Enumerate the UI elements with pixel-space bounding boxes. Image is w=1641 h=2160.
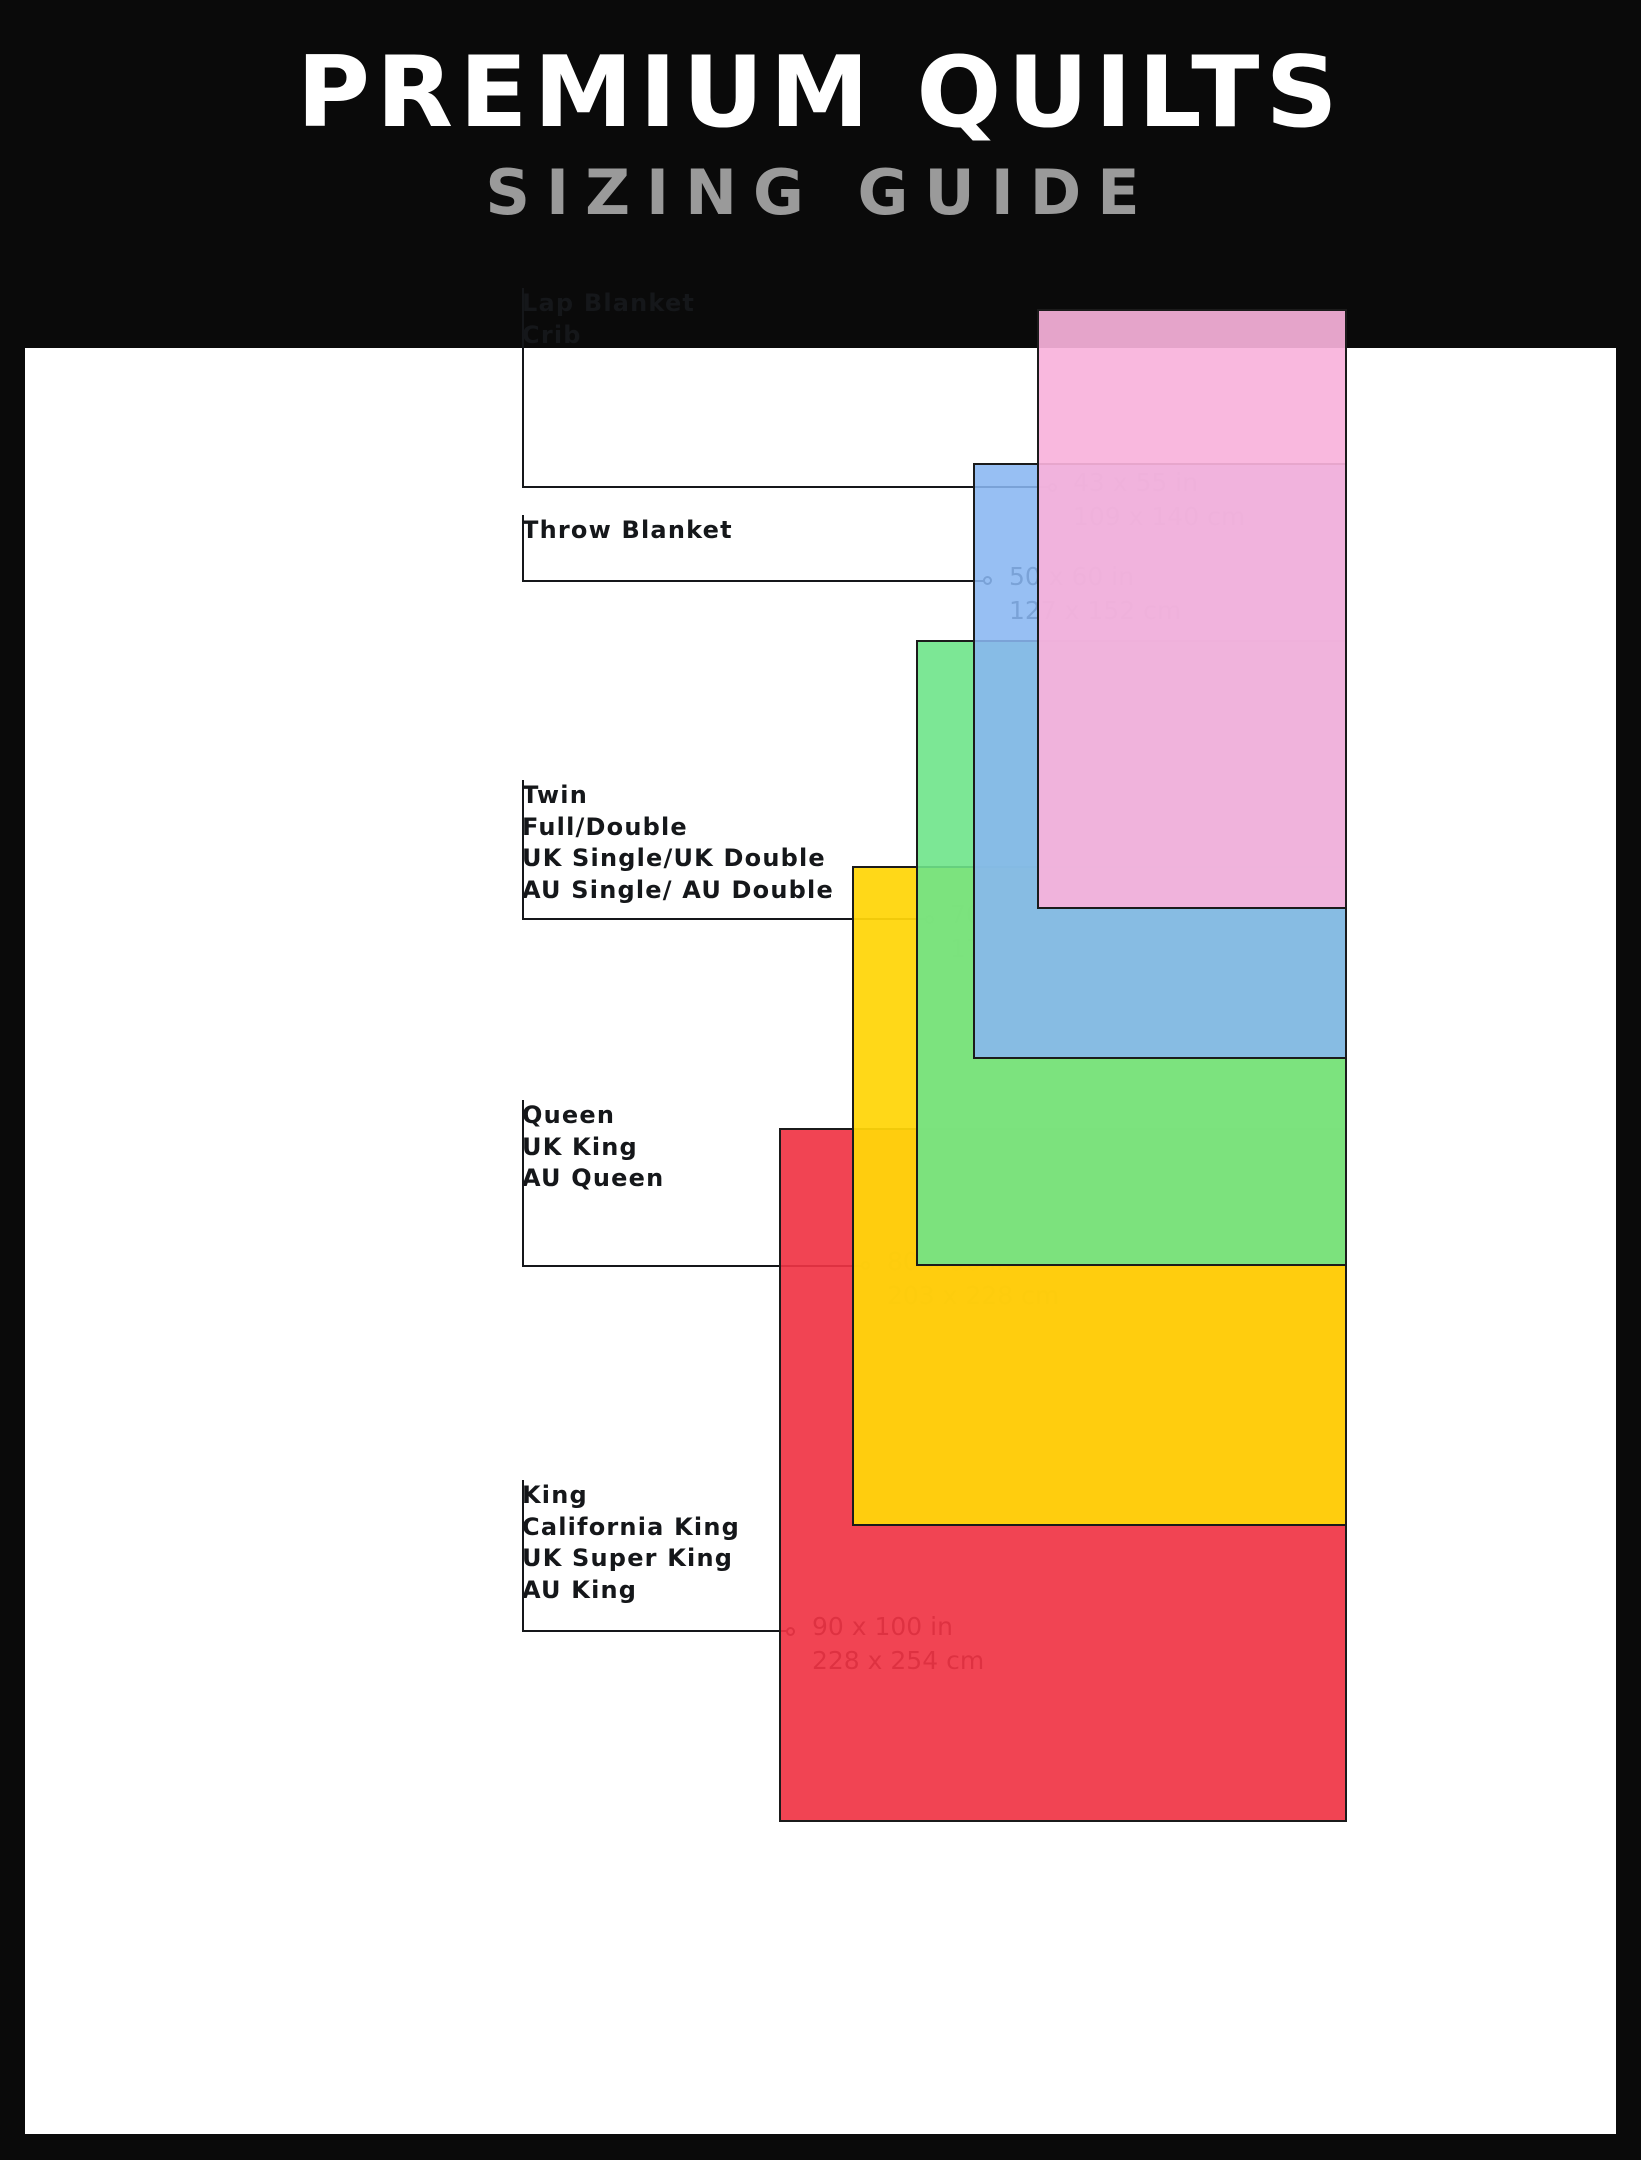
size-comparison-chart (25, 289, 1616, 2134)
header (0, 0, 1641, 330)
label-lap-crib-name-1: Crib (522, 320, 582, 349)
label-group-twin-full (522, 780, 834, 907)
label-lap-crib-name-0: Lap Blanket (522, 289, 696, 317)
page-title: PREMIUM QUILTS (297, 36, 1344, 150)
label-group-queen (522, 1100, 664, 1195)
diagram-canvas (25, 289, 1616, 2134)
label-queen-name-2: AU Queen (522, 1164, 665, 1193)
label-twin-name-2: UK Single/UK Double (522, 844, 826, 873)
label-queen-name-1: UK King (522, 1132, 638, 1161)
label-king-name-2: UK Super King (522, 1544, 734, 1573)
label-king-name-0: King (522, 1481, 588, 1509)
label-group-king (522, 1480, 740, 1607)
label-twin-name-0: Twin (522, 781, 589, 809)
label-throw-name-0: Throw Blanket (522, 516, 733, 544)
label-twin-name-3: AU Single/ AU Double (522, 876, 834, 905)
page-subtitle: SIZING GUIDE (485, 156, 1156, 229)
label-queen-name-0: Queen (522, 1101, 616, 1129)
size-rect-lap-crib (1037, 309, 1347, 909)
label-twin-name-1: Full/Double (522, 812, 688, 841)
label-king-name-3: AU King (522, 1576, 638, 1605)
label-king-name-1: California King (522, 1512, 740, 1541)
label-group-lap-crib (522, 288, 695, 351)
label-group-throw (522, 515, 733, 547)
